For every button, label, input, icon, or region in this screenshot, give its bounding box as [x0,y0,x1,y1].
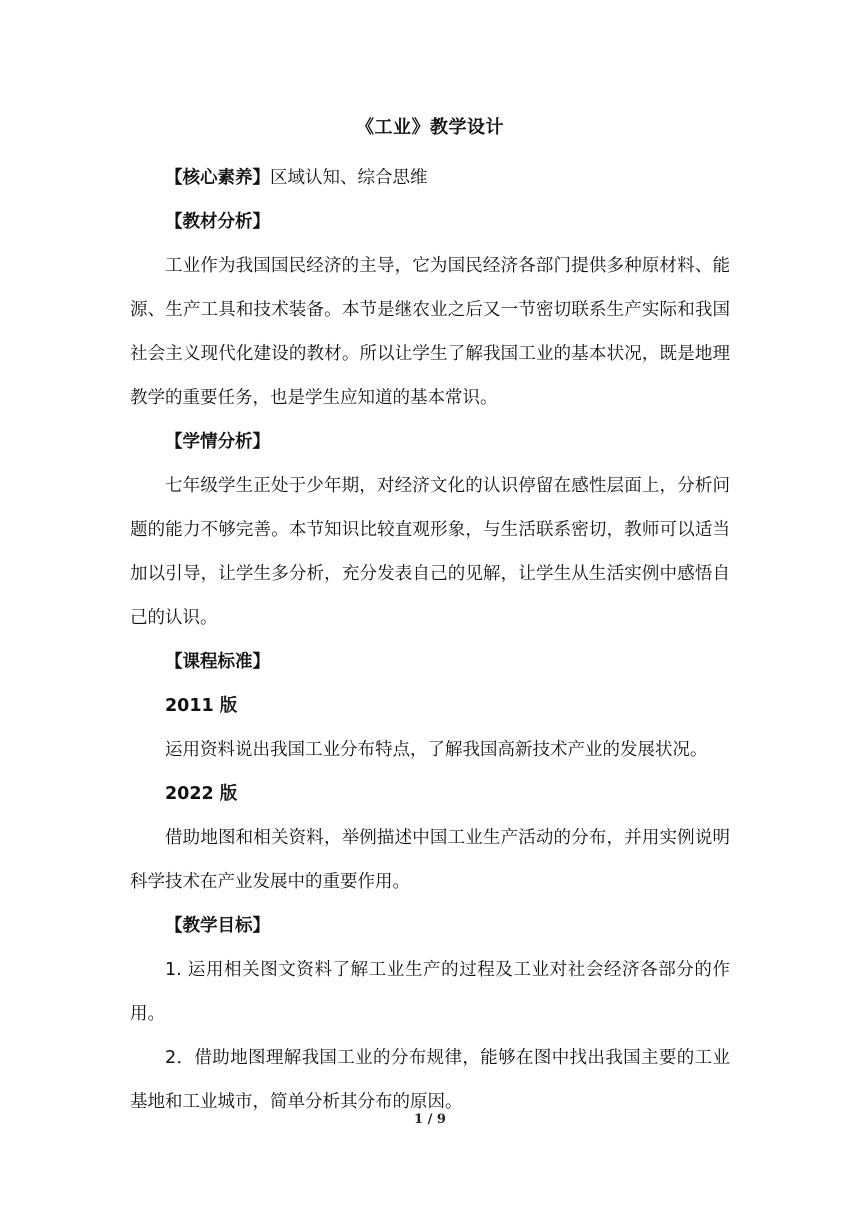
document-body [130,112,730,1124]
textbook-analysis-paragraph: 工业作为我国国民经济的主导，它为国民经济各部门提供多种原材料、能源、生产工具和技术装备。本节是继农业之后又一节密切联系生产实际和我国社会主义现代化建设的教材。所以让学生了解我国工业的基本状况，既是地理教学的重要任务，也是学生应知道的基本常识。 [130,256,730,408]
student-analysis-heading: 【学情分析】 [165,432,270,452]
document-title: 《工业》教学设计 [356,117,504,138]
core-literacy-label: 【核心素养】 [165,168,270,188]
teaching-goal-2: 2．借助地图理解我国工业的分布规律，能够在图中找出我国主要的工业基地和工业城市，简单分析其分布的原因。 [130,1048,730,1112]
textbook-analysis-heading: 【教材分析】 [165,212,270,232]
page-number: 1 / 9 [414,1112,446,1127]
student-analysis-paragraph: 七年级学生正处于少年期，对经济文化的认识停留在感性层面上，分析问题的能力不够完善。本节知识比较直观形象，与生活联系密切，教师可以适当加以引导，让学生多分析，充分发表自己的见解，让学生从生活实例中感悟自己的认识。 [130,476,730,628]
teaching-goals-heading: 【教学目标】 [165,916,270,936]
curriculum-standard-heading: 【课程标准】 [165,652,270,672]
curriculum-2011-label: 2011 版 [165,696,238,716]
curriculum-2022-label: 2022 版 [165,784,238,804]
curriculum-2011-text: 运用资料说出我国工业分布特点，了解我国高新技术产业的发展状况。 [165,740,708,760]
core-literacy-text: 区域认知、综合思维 [270,168,428,188]
core-literacy-line [130,156,730,200]
teaching-goal-1: 1. 运用相关图文资料了解工业生产的过程及工业对社会经济各部分的作用。 [130,960,730,1024]
curriculum-2022-text: 借助地图和相关资料，举例描述中国工业生产活动的分布，并用实例说明科学技术在产业发展中的重要作用。 [130,828,730,892]
